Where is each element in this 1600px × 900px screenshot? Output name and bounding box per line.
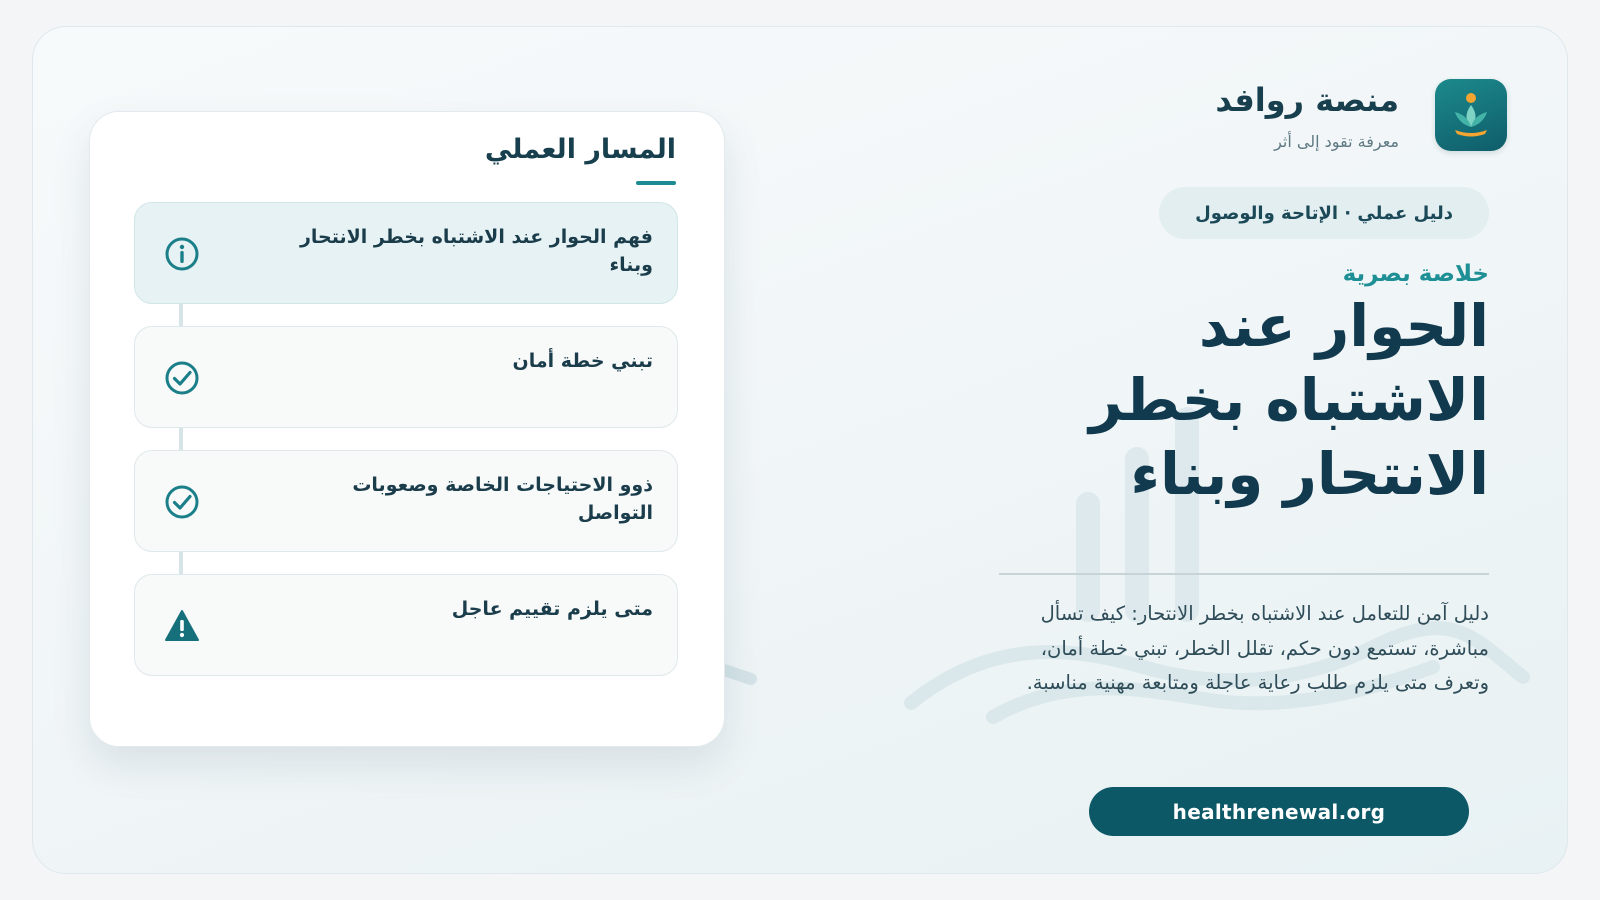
step-item-safety-plan[interactable] [134,326,678,428]
brand-header [1215,79,1507,151]
step-label: فهم الحوار عند الاشتباه بخطر الانتحار وبناء [299,226,653,276]
website-link-button[interactable]: healthrenewal.org [1089,787,1469,836]
step-item-special-needs[interactable] [134,450,678,552]
divider [999,573,1489,575]
visual-card [32,26,1568,874]
step-connector [179,428,183,450]
check-circle-icon [164,360,200,396]
brand-logo-icon [1435,79,1507,151]
check-circle-icon [164,484,200,520]
step-label: متى يلزم تقييم عاجل [451,598,653,620]
step-item-urgent-assessment[interactable] [134,574,678,676]
info-icon [164,236,200,272]
brand-name: منصة روافد [1215,80,1399,119]
step-item-understand-dialogue[interactable] [134,202,678,304]
title-underline [636,181,676,185]
headline: الحوار عند الاشتباه بخطر الانتحار وبناء [1089,292,1489,508]
description: دليل آمن للتعامل عند الاشتباه بخطر الانتحار: كيف تسأل مباشرة، تستمع دون حكم، تقلل الخطر، تبني خطة أمان، وتعرف متى يلزم طلب رعاية عاجلة ومتابعة مهنية مناسبة. [1026,602,1489,694]
brand-tagline: معرفة تقود إلى أثر [1274,131,1399,151]
practical-path-panel [89,111,725,747]
step-connector [179,304,183,326]
category-pill: دليل عملي · الإتاحة والوصول [1159,187,1489,239]
step-connector [179,552,183,574]
eyebrow-label: خلاصة بصرية [1342,261,1489,287]
panel-title: المسار العملي [484,134,676,165]
warning-icon [164,608,200,644]
step-label: تبني خطة أمان [512,350,653,372]
step-label: ذوو الاحتياجات الخاصة وصعوبات التواصل [352,474,653,524]
